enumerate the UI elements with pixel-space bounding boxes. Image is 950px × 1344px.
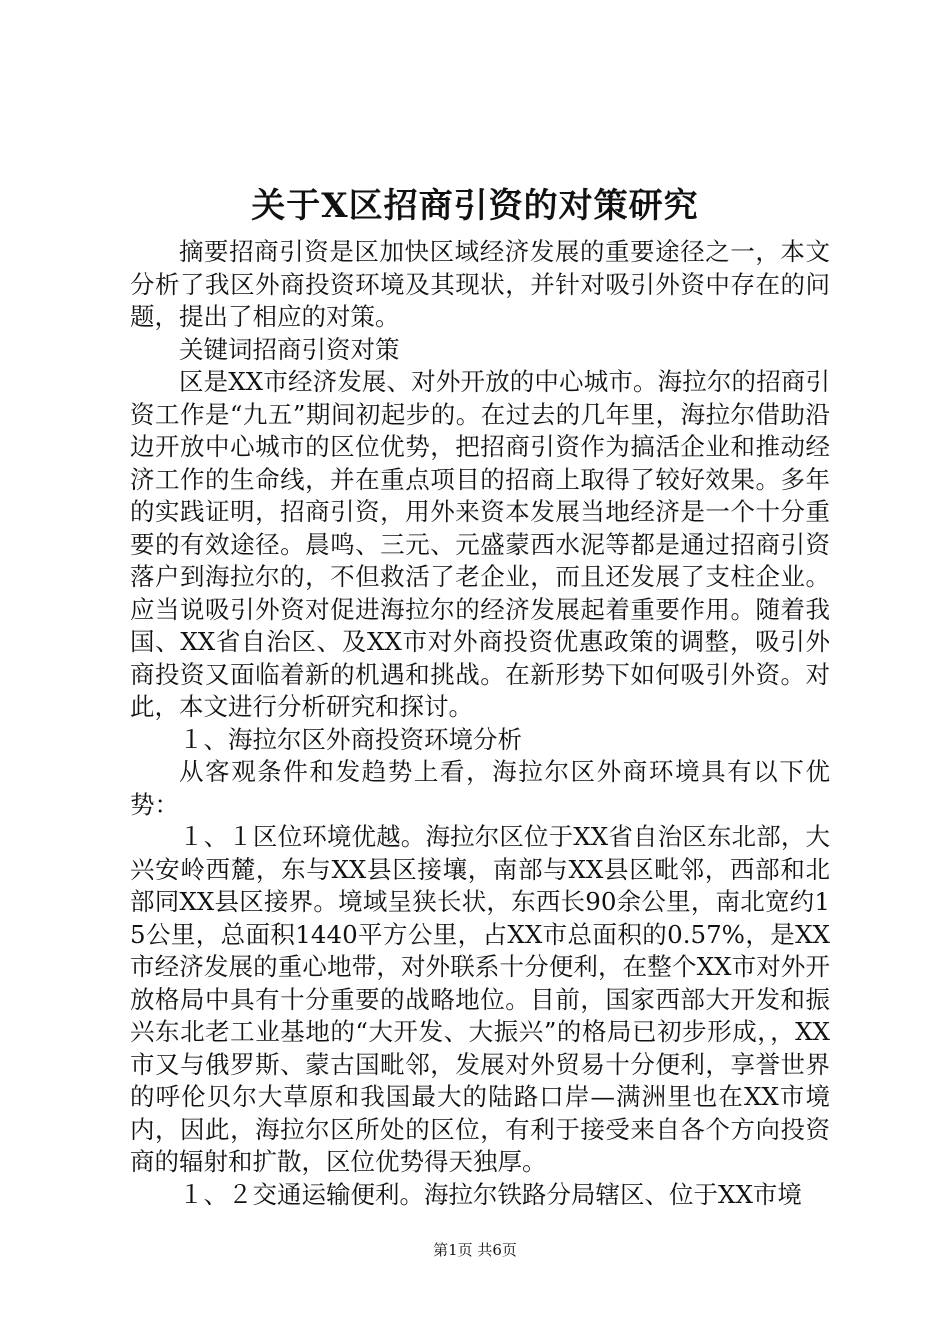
body-paragraph: １、１区位环境优越。海拉尔区位于XX省自治区东北部，大兴安岭西麓，东与XX县区接壤，南部与XX县区毗邻，西部和北部同XX县区接界。境域呈狭长状，东西长90余公里，南北宽约15公里，总面积1440平方公里，占XX市总面积的0.57%，是XX市经济发展的重心地带，对外联系十分便利，在整个XX市对外开放格局中具有十分重要的战略地位。目前，国家西部大开发和振兴东北老工业基地的“大开发、大振兴”的格局已初步形成，，XX市又与俄罗斯、蒙古国毗邻，发展对外贸易十分便利，享誉世界的呼伦贝尔大草原和我国最大的陆路口岸—满洲里也在XX市境内，因此，海拉尔区所处的区位，有利于接受来自各个方向投资商的辐射和扩散，区位优势得天独厚。 bbox=[130, 822, 830, 1176]
keywords-paragraph: 关键词招商引资对策 bbox=[179, 334, 400, 364]
body-paragraph: １、２交通运输便利。海拉尔铁路分局辖区、位于XX市境 bbox=[179, 1179, 802, 1209]
page-number-footer: 第1页 共6页 bbox=[433, 1241, 517, 1259]
body-paragraph: 从客观条件和发趋势上看，海拉尔区外商环境具有以下优势： bbox=[130, 757, 830, 819]
document-body bbox=[130, 236, 830, 1211]
abstract-paragraph: 摘要招商引资是区加快区域经济发展的重要途径之一，本文分析了我区外商投资环境及其现状，并针对吸引外资中存在的问题，提出了相应的对策。 bbox=[130, 237, 830, 331]
intro-paragraph: 区是XX市经济发展、对外开放的中心城市。海拉尔的招商引资工作是“九五”期间初起步的。在过去的几年里，海拉尔借助沿边开放中心城市的区位优势，把招商引资作为搞活企业和推动经济工作的生命线，并在重点项目的招商上取得了较好效果。多年的实践证明，招商引资，用外来资本发展当地经济是一个十分重要的有效途径。晨鸣、三元、元盛蒙西水泥等都是通过招商引资落户到海拉尔的，不但救活了老企业，而且还发展了支柱企业。应当说吸引外资对促进海拉尔的经济发展起着重要作用。随着我国、XX省自治区、及XX市对外商投资优惠政策的调整，吸引外商投资又面临着新的机遇和挑战。在新形势下如何吸引外资。对此，本文进行分析研究和探讨。 bbox=[130, 367, 830, 721]
document-title: 关于X区招商引资的对策研究 bbox=[251, 186, 699, 226]
section-heading: １、海拉尔区外商投资环境分析 bbox=[179, 724, 522, 754]
